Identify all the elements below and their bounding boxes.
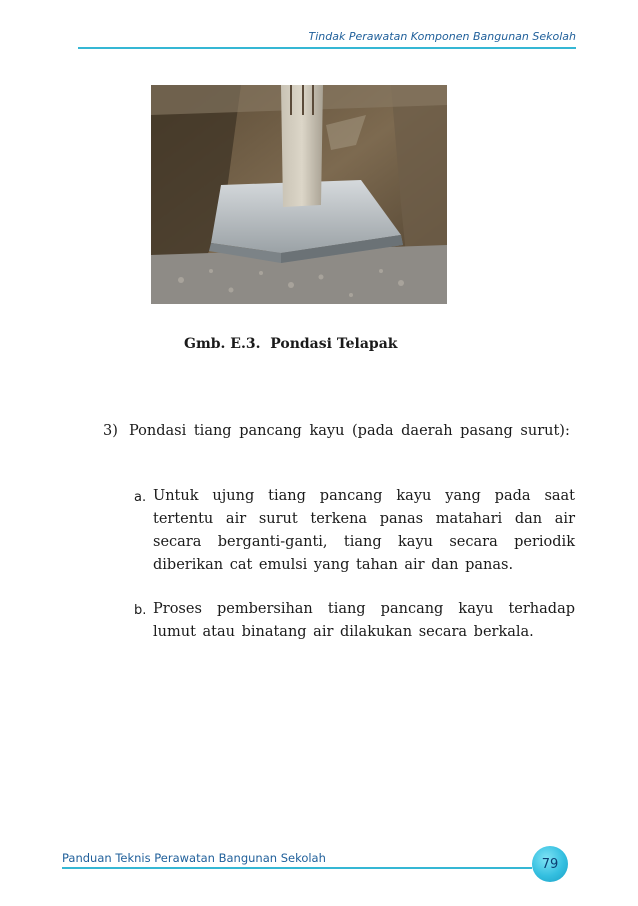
- page-number-badge: 79: [532, 846, 568, 882]
- sub-item-letter: b.: [134, 603, 147, 618]
- footing-photo-illustration: [151, 85, 447, 304]
- sub-item-a: [134, 485, 575, 577]
- header-rule: [78, 47, 576, 49]
- sub-item-text: Untuk ujung tiang pancang kayu yang pada saat tertentu air surut terkena panas matahari dan air secara berganti-ganti, tiang kayu secara periodik diberikan cat emulsi yang tahan air dan panas.: [153, 488, 575, 573]
- list-item: [103, 420, 575, 443]
- figure-caption: Gmb. E.3. Pondasi Telapak: [184, 336, 398, 352]
- footer-book-title: Panduan Teknis Perawatan Bangunan Sekolah: [62, 851, 326, 865]
- sub-item-b: [134, 598, 575, 644]
- sub-item-text: Proses pembersihan tiang pancang kayu terhadap lumut atau binatang air dilakukan secara berkala.: [153, 601, 575, 640]
- list-item-number: 3): [103, 423, 118, 439]
- list-item-text: Pondasi tiang pancang kayu (pada daerah pasang surut):: [129, 423, 570, 439]
- footer-rule: [62, 867, 532, 869]
- sub-item-letter: a.: [134, 490, 147, 505]
- footing-photo: [151, 85, 447, 304]
- running-header: Tindak Perawatan Komponen Bangunan Sekolah: [308, 30, 576, 43]
